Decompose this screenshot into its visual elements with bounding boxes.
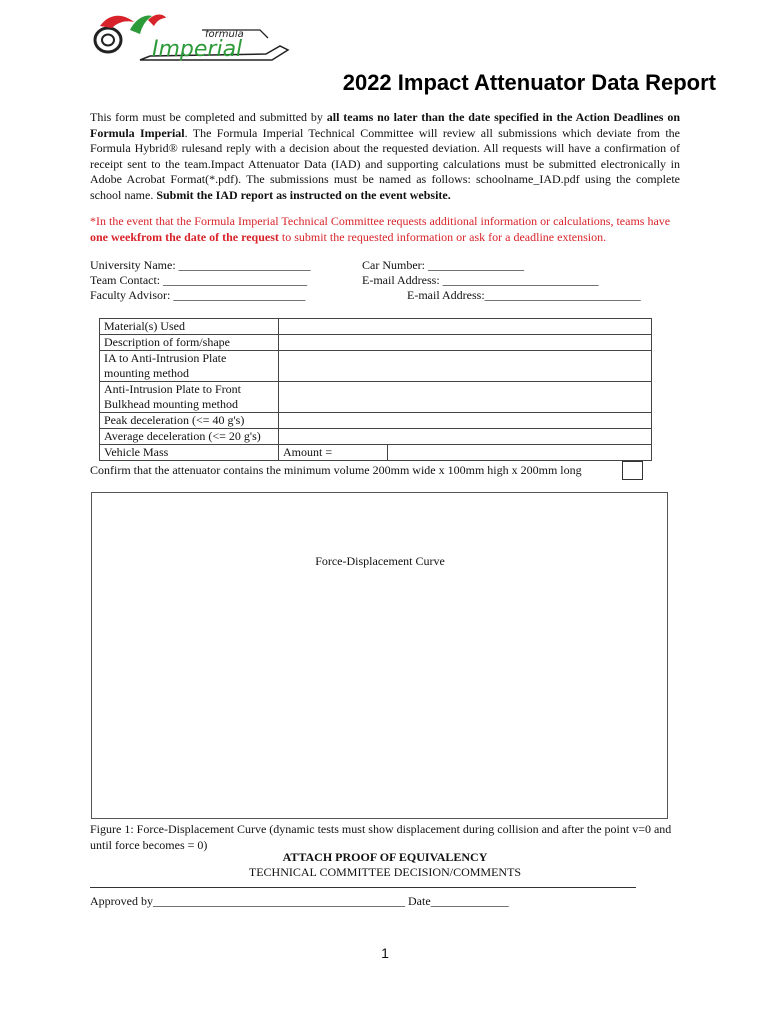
attenuator-spec-table: [99, 318, 652, 461]
deadline-notice: [90, 214, 690, 245]
university-name-field[interactable]: University Name: ______________________: [90, 258, 311, 272]
page-number: 1: [381, 945, 389, 961]
aip-mounting-label: [100, 382, 279, 413]
table-row: [100, 351, 652, 382]
logo-wheel-icon: [95, 28, 121, 52]
materials-input[interactable]: [279, 319, 652, 335]
peak-deceleration-label: Peak deceleration (<= 40 g's): [100, 413, 279, 429]
intro-bold-1: all teams no later than the date specified in the Action Deadlines on Formula Imperial: [90, 110, 680, 140]
ia-mounting-label-2: mounting method: [104, 366, 189, 380]
materials-label: Material(s) Used: [100, 319, 279, 335]
average-deceleration-input[interactable]: [279, 429, 652, 445]
aip-mounting-label-1: Anti-Intrusion Plate to Front: [104, 382, 241, 396]
vehicle-mass-input[interactable]: [388, 445, 652, 461]
table-row: [100, 429, 652, 445]
force-displacement-area[interactable]: [91, 492, 668, 819]
ia-mounting-label-1: IA to Anti-Intrusion Plate: [104, 351, 227, 365]
advisor-email-field[interactable]: E-mail Address:__________________________: [407, 288, 641, 302]
average-deceleration-label: Average deceleration (<= 20 g's): [100, 429, 279, 445]
description-label: Description of form/shape: [100, 335, 279, 351]
ia-mounting-label: [100, 351, 279, 382]
figure-caption: Figure 1: Force-Displacement Curve (dynamic tests must show displacement during collision and after the point v=0 and until force becomes = 0): [90, 822, 672, 852]
logo-word-big: Imperial: [152, 37, 243, 62]
aip-mounting-input[interactable]: [279, 382, 652, 413]
table-row: [100, 319, 652, 335]
intro-bold-2: Submit the IAD report as instructed on the event website.: [156, 187, 451, 202]
page-title: 2022 Impact Attenuator Data Report: [342, 70, 716, 95]
table-row: [100, 382, 652, 413]
volume-confirm-checkbox[interactable]: [622, 461, 643, 480]
notice-bold: one weekfrom the date of the request: [90, 229, 279, 244]
aip-mounting-label-2: Bulkhead mounting method: [104, 397, 238, 411]
committee-decision-heading: TECHNICAL COMMITTEE DECISION/COMMENTS: [248, 865, 522, 879]
curve-label: Force-Displacement Curve: [315, 554, 445, 568]
attach-proof-heading: ATTACH PROOF OF EQUIVALENCY: [282, 850, 488, 864]
car-number-field[interactable]: Car Number: ________________: [362, 258, 524, 272]
logo-word-small: formula: [205, 29, 244, 40]
team-contact-field[interactable]: Team Contact: ________________________: [90, 273, 308, 287]
faculty-advisor-field[interactable]: Faculty Advisor: ______________________: [90, 288, 306, 302]
intro-text-1: This form must be completed and submitted by: [90, 110, 327, 124]
intro-paragraph: [90, 110, 680, 203]
table-row: [100, 445, 652, 461]
approved-by-field[interactable]: Approved by__________________________________________ Date_____________: [90, 894, 509, 908]
table-row: [100, 335, 652, 351]
table-row: [100, 413, 652, 429]
peak-deceleration-input[interactable]: [279, 413, 652, 429]
notice-text-2: to submit the requested information or ask for a deadline extension.: [278, 229, 607, 244]
comments-line[interactable]: [90, 887, 636, 888]
intro-text-2: . The Formula Imperial Technical Committee will review all submissions which deviate from the Formula Hybrid® rulesand reply with a decision about the requested deviation. All requests will have a confirmation of receipt sent to the team.Impact Attenuator Data (IAD) and supporting calculations must be submitted electronically in Adobe Acrobat Format(*.pdf). The submissions must be named as follows: schoolname_IAD.pdf using the complete school name.: [90, 125, 680, 202]
ia-mounting-input[interactable]: [279, 351, 652, 382]
description-input[interactable]: [279, 335, 652, 351]
team-email-field[interactable]: E-mail Address: __________________________: [362, 273, 599, 287]
amount-label: Amount =: [279, 445, 388, 461]
vehicle-mass-label: Vehicle Mass: [100, 445, 279, 461]
formula-imperial-logo: [90, 8, 290, 70]
volume-confirm-text: Confirm that the attenuator contains the minimum volume 200mm wide x 100mm high x 200mm long: [90, 463, 582, 477]
notice-text-1: *In the event that the Formula Imperial Technical Committee requests additional information or calculations, teams have: [90, 214, 671, 228]
logo-flame-icon: [100, 16, 134, 28]
